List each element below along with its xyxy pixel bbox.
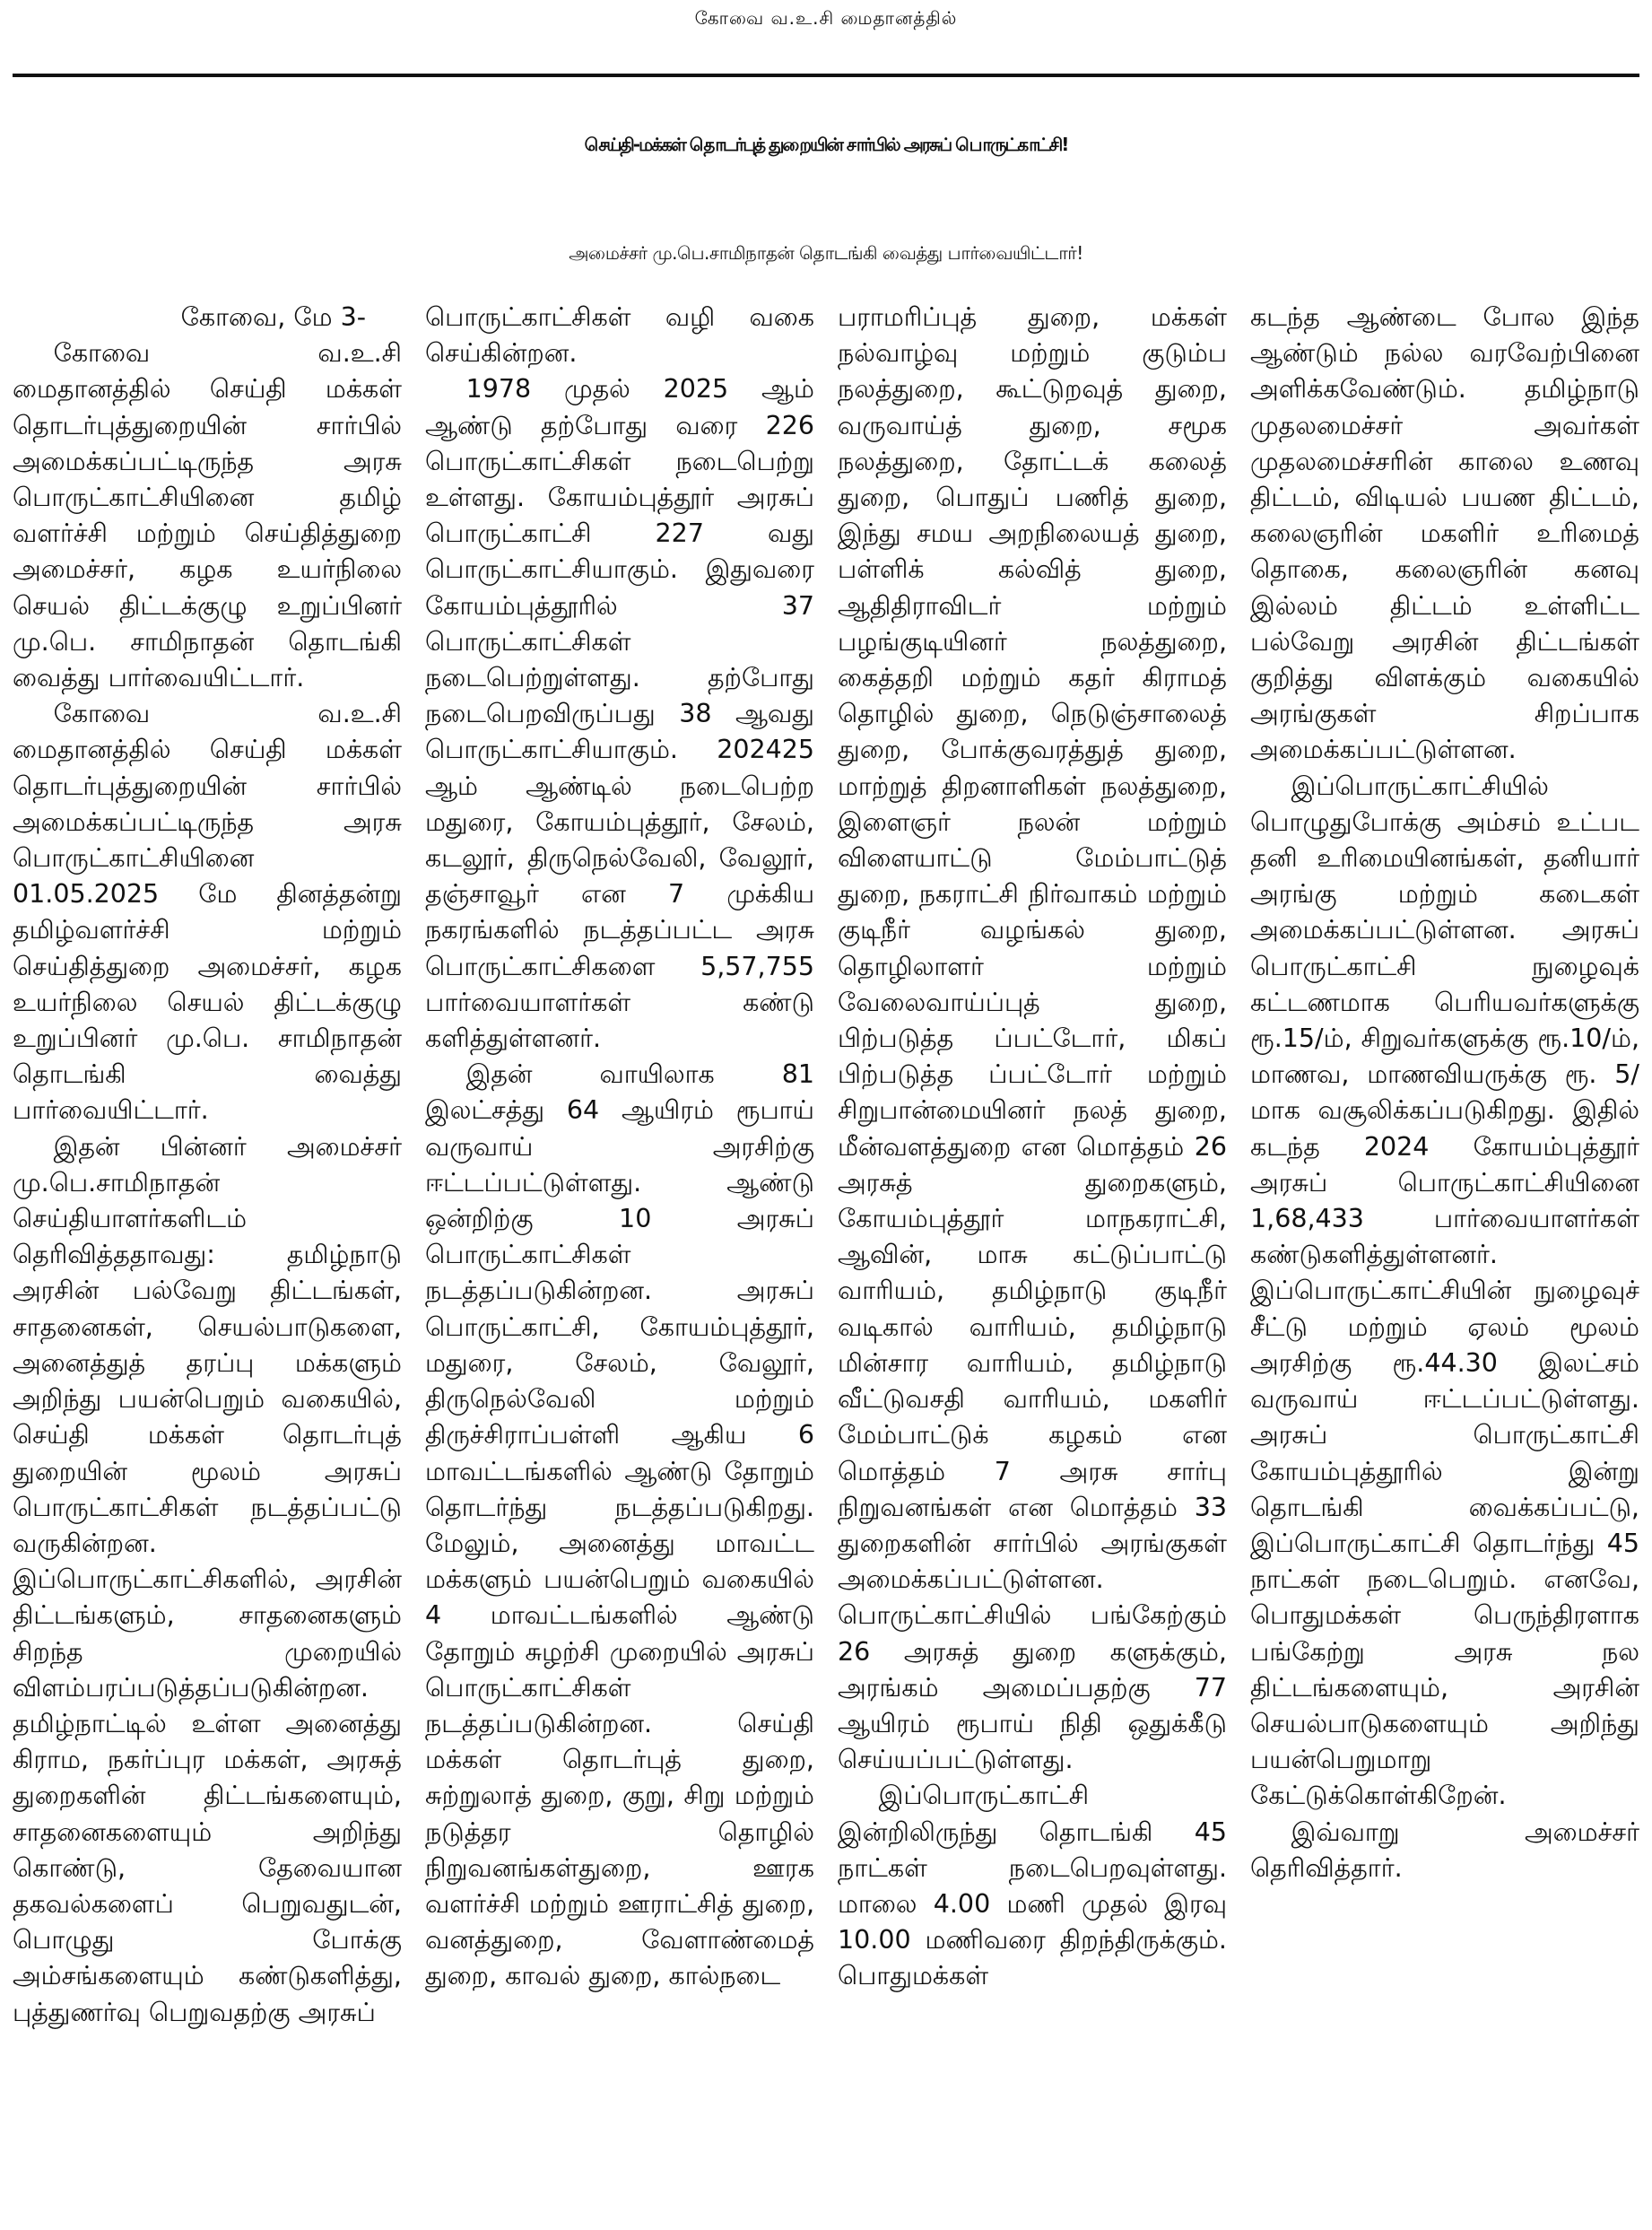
paragraph: கோவை வ.உ.சி மைதானத்தில் செய்தி மக்கள் தொடர்புத்துறையின் சார்பில் அமைக்கப்பட்டிருந்த அரசு பொருட்காட்சியினை தமிழ் வளர்ச்சி மற்றும் செய்தித்துறை அமைச்சர், கழக உயர்நிலை செயல் திட்டக்குழு உறுப்பினர் மு.பெ. சாமிநாதன் தொடங்கி வைத்து பார்வையிட்டார். bbox=[13, 338, 402, 693]
sub-headline: அமைச்சர் மு.பெ.சாமிநாதன் தொடங்கி வைத்து பார்வையிட்டார்! bbox=[569, 242, 1083, 264]
paragraph: இப்பொருட்காட்சியில் பொழுதுபோக்கு அம்சம் உட்பட தனி உரிமையினங்கள், தனியார் அரங்கு மற்றும் கடைகள் அமைக்கப்பட்டுள்ளன. அரசுப் பொருட்காட்சி நுழைவுக் கட்டணமாக பெரியவர்களுக்கு ரூ.15/ம், சிறுவர்களுக்கு ரூ.10/ம், மாணவ, மாணவியருக்கு ரூ. 5/ மாக வசூலிக்கப்படுகிறது. இதில் கடந்த 2024 கோயம்புத்தூர் அரசுப் பொருட்காட்சியினை 1,68,433 பார்வையாளர்கள் கண்டுகளித்துள்ளனர். இப்பொருட்காட்சியின் நுழைவுச் சீட்டு மற்றும் ஏலம் மூலம் அரசிற்கு ரூ.44.30 இலட்சம் வருவாய் ஈட்டப்பட்டுள்ளது. அரசுப் பொருட்காட்சி கோயம்புத்தூரில் இன்று தொடங்கி வைக்கப்பட்டு, இப்பொருட்காட்சி தொடர்ந்து 45 நாட்கள் நடைபெறும். எனவே, பொதுமக்கள் பெருந்திரளாக பங்கேற்று அரசு நல திட்டங்களையும், அரசின் செயல்பாடுகளையும் அறிந்து பயன்பெறுமாறு கேட்டுக்கொள்கிறேன். bbox=[1250, 771, 1639, 1811]
paragraph: கடந்த ஆண்டை போல இந்த ஆண்டும் நல்ல வரவேற்பினை அளிக்கவேண்டும். தமிழ்நாடு முதலமைச்சர் அவர்கள் முதலமைச்சரின் காலை உணவு திட்டம், விடியல் பயண திட்டம், கலைஞரின் மகளிர் உரிமைத் தொகை, கலைஞரின் கனவு இல்லம் திட்டம் உள்ளிட்ட பல்வேறு அரசின் திட்டங்கள் குறித்து விளக்கும் வகையில் அரங்குகள் சிறப்பாக அமைக்கப்பட்டுள்ளன. bbox=[1250, 302, 1639, 765]
main-headline: செய்தி-மக்கள் தொடர்புத் துறையின் சார்பில் அரசுப் பொருட்காட்சி! bbox=[584, 134, 1068, 155]
article-column-3 bbox=[838, 300, 1227, 2210]
paragraph: இப்பொருட்காட்சி இன்றிலிருந்து தொடங்கி 45 நாட்கள் நடைபெறவுள்ளது. மாலை 4.00 மணி முதல் இரவு 10.00 மணிவரை திறந்திருக்கும். பொதுமக்கள் bbox=[838, 1781, 1227, 1991]
paragraph: பராமரிப்புத் துறை, மக்கள் நல்வாழ்வு மற்றும் குடும்ப நலத்துறை, கூட்டுறவுத் துறை, வருவாய்த் துறை, சமூக நலத்துறை, தோட்டக் கலைத் துறை, பொதுப் பணித் துறை, இந்து சமய அறநிலையத் துறை, பள்ளிக் கல்வித் துறை, ஆதிதிராவிடர் மற்றும் பழங்குடியினர் நலத்துறை, கைத்தறி மற்றும் கதர் கிராமத் தொழில் துறை, நெடுஞ்சாலைத் துறை, போக்குவரத்துத் துறை, மாற்றுத் திறனாளிகள் நலத்துறை, இளைஞர் நலன் மற்றும் விளையாட்டு மேம்பாட்டுத் துறை, நகராட்சி நிர்வாகம் மற்றும் குடிநீர் வழங்கல் துறை, தொழிலாளர் மற்றும் வேலைவாய்ப்புத் துறை, பிற்படுத்த ப்பட்டோர், மிகப் பிற்படுத்த ப்பட்டோர் மற்றும் சிறுபான்மையினர் நலத் துறை, மீன்வளத்துறை என மொத்தம் 26 அரசுத் துறைகளும், கோயம்புத்தூர் மாநகராட்சி, ஆவின், மாசு கட்டுப்பாட்டு வாரியம், தமிழ்நாடு குடிநீர் வடிகால் வாரியம், தமிழ்நாடு மின்சார வாரியம், தமிழ்நாடு வீட்டுவசதி வாரியம், மகளிர் மேம்பாட்டுக் கழகம் என மொத்தம் 7 அரசு சார்பு நிறுவனங்கள் என மொத்தம் 33 துறைகளின் சார்பில் அரங்குகள் அமைக்கப்பட்டுள்ளன. பொருட்காட்சியில் பங்கேற்கும் 26 அரசுத் துறை களுக்கும், அரங்கம் அமைப்பதற்கு 77 ஆயிரம் ரூபாய் நிதி ஒதுக்கீடு செய்யப்பட்டுள்ளது. bbox=[838, 302, 1227, 1775]
paragraph: இவ்வாறு அமைச்சர் தெரிவித்தார். bbox=[1250, 1816, 1639, 1883]
paragraph: பொருட்காட்சிகள் வழி வகை செய்கின்றன. bbox=[425, 302, 814, 369]
kicker-heading: கோவை வ.உ.சி மைதானத்தில் bbox=[694, 7, 958, 29]
article-body bbox=[13, 300, 1639, 2210]
paragraph: இதன் பின்னர் அமைச்சர் மு.பெ.சாமிநாதன் செய்தியாளர்களிடம் தெரிவித்ததாவது: தமிழ்நாடு அரசின் பல்வேறு திட்டங்கள், சாதனைகள், செயல்பாடுகளை, அனைத்துத் தரப்பு மக்களும் அறிந்து பயன்பெறும் வகையில், செய்தி மக்கள் தொடர்புத் துறையின் மூலம் அரசுப் பொருட்காட்சிகள் நடத்தப்பட்டு வருகின்றன. இப்பொருட்காட்சிகளில், அரசின் திட்டங்களும், சாதனைகளும் சிறந்த முறையில் விளம்பரப்படுத்தப்படுகின்றன. தமிழ்நாட்டில் உள்ள அனைத்து கிராம, நகர்ப்புர மக்கள், அரசுத் துறைகளின் திட்டங்களையும், சாதனைகளையும் அறிந்து கொண்டு, தேவையான தகவல்களைப் பெறுவதுடன், பொழுது போக்கு அம்சங்களையும் கண்டுகளித்து, புத்துணர்வு பெறுவதற்கு அரசுப் bbox=[13, 1131, 402, 2027]
article-column-2 bbox=[425, 300, 814, 2210]
paragraph: இதன் வாயிலாக 81 இலட்சத்து 64 ஆயிரம் ரூபாய் வருவாய் அரசிற்கு ஈட்டப்பட்டுள்ளது. ஆண்டு ஒன்றிற்கு 10 அரசுப் பொருட்காட்சிகள் நடத்தப்படுகின்றன. அரசுப் பொருட்காட்சி, கோயம்புத்தூர், மதுரை, சேலம், வேலூர், திருநெல்வேலி மற்றும் திருச்சிராப்பள்ளி ஆகிய 6 மாவட்டங்களில் ஆண்டு தோறும் தொடர்ந்து நடத்தப்படுகிறது. மேலும், அனைத்து மாவட்ட மக்களும் பயன்பெறும் வகையில் 4 மாவட்டங்களில் ஆண்டு தோறும் சுழற்சி முறையில் அரசுப் பொருட்காட்சிகள் நடத்தப்படுகின்றன. செய்தி மக்கள் தொடர்புத் துறை, சுற்றுலாத் துறை, குறு, சிறு மற்றும் நடுத்தர தொழில் நிறுவனங்கள்துறை, ஊரக வளர்ச்சி மற்றும் ஊராட்சித் துறை, வனத்துறை, வேளாண்மைத் துறை, காவல் துறை, கால்நடை bbox=[425, 1059, 814, 1991]
dateline: கோவை, மே 3- bbox=[180, 302, 366, 332]
paragraph: கோவை வ.உ.சி மைதானத்தில் செய்தி மக்கள் தொடர்புத்துறையின் சார்பில் அமைக்கப்பட்டிருந்த அரசு பொருட்காட்சியினை 01.05.2025 மே தினத்தன்று தமிழ்வளர்ச்சி மற்றும் செய்தித்துறை அமைச்சர், கழக உயர்நிலை செயல் திட்டக்குழு உறுப்பினர் மு.பெ. சாமிநாதன் தொடங்கி வைத்து பார்வையிட்டார். bbox=[13, 699, 402, 1126]
paragraph: 1978 முதல் 2025 ஆம் ஆண்டு தற்போது வரை 226 பொருட்காட்சிகள் நடைபெற்று உள்ளது. கோயம்புத்தூர் அரசுப் பொருட்காட்சி 227 வது பொருட்காட்சியாகும். இதுவரை கோயம்புத்தூரில் 37 பொருட்காட்சிகள் நடைபெற்றுள்ளது. தற்போது நடைபெறவிருப்பது 38 ஆவது பொருட்காட்சியாகும். 202425 ஆம் ஆண்டில் நடைபெற்ற மதுரை, கோயம்புத்தூர், சேலம், கடலூர், திருநெல்வேலி, வேலூர், தஞ்சாவூர் என 7 முக்கிய நகரங்களில் நடத்தப்பட்ட அரசு பொருட்காட்சிகளை 5,57,755 பார்வையாளர்கள் கண்டு களித்துள்ளனர். bbox=[425, 374, 814, 1054]
article-column-4 bbox=[1250, 300, 1639, 2210]
article-column-1 bbox=[13, 300, 402, 2210]
